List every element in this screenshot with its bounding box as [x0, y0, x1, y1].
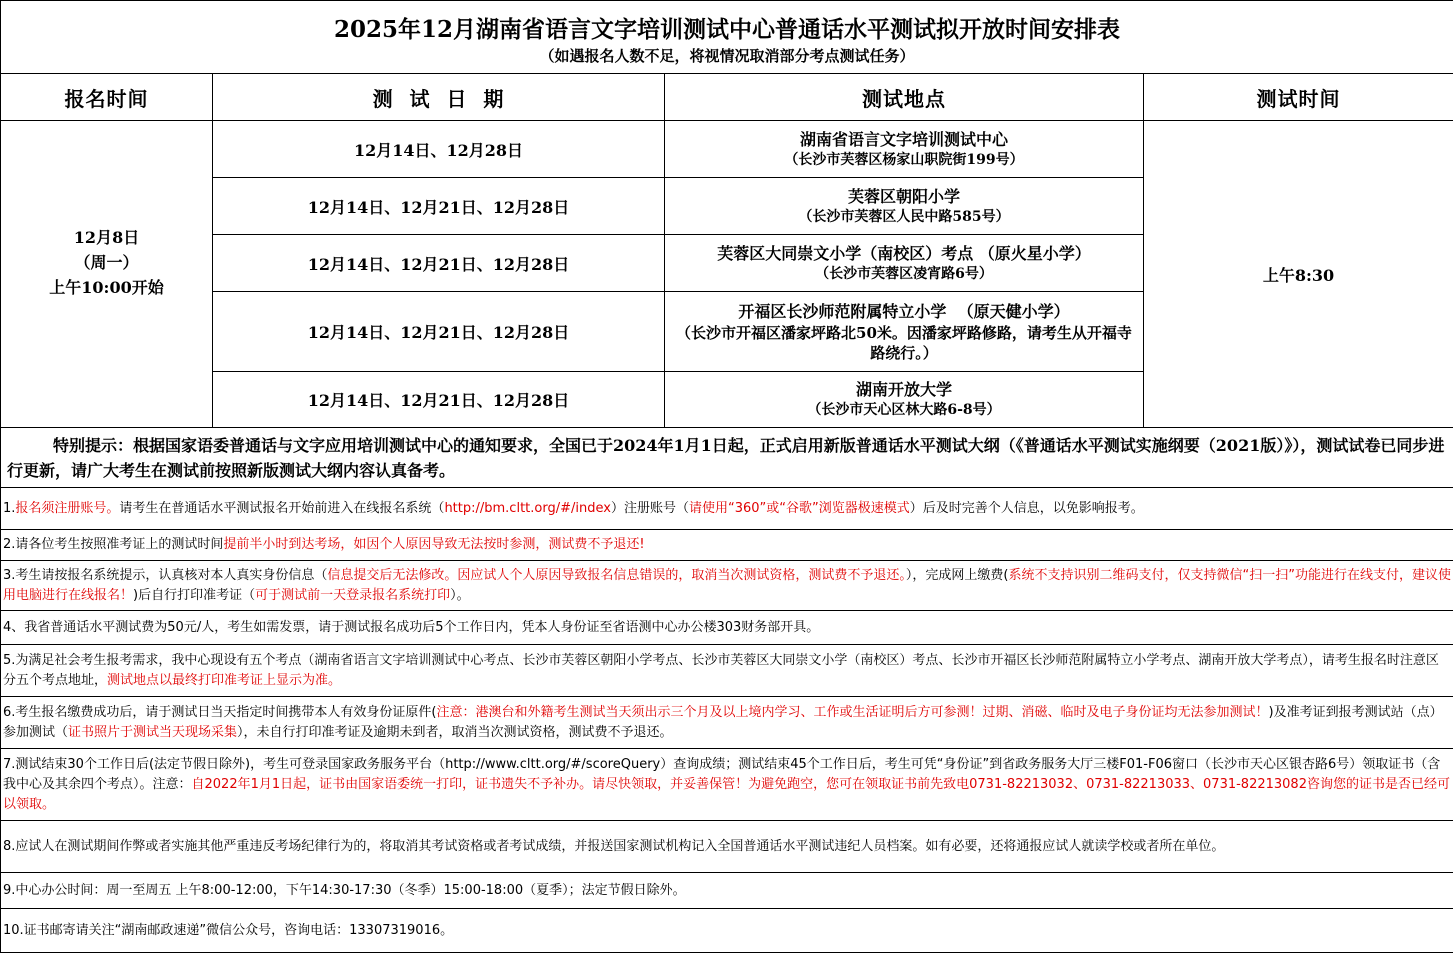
notice-text: 9.中心办公时间：周一至周五 上午8:00-12:00，下午14:30-17:30（冬季）15:00-18:00（夏季）；法定节假日除外。: [3, 882, 686, 898]
notice-item: [1, 561, 1453, 611]
notice-text: 7.测试结束30个工作日后(法定节假日除外)，考生可登录国家政务服务平台（http://www.cltt.org/#/scoreQuery）查询成绩；测试结束45个工作日后，考生可凭“身份证”到省政务服务大厅三楼F01-F06窗口（长沙市天心区银杏路6号）领取证书（含我中心及其余四个考点）。注意：: [3, 756, 1441, 792]
notice-item: [1, 749, 1453, 821]
session-location: [665, 292, 1144, 372]
notice-text: 3.考生请按报名系统提示，认真核对本人真实身份信息（: [3, 567, 328, 583]
special-notice: [1, 428, 1453, 488]
location-address: （长沙市芙蓉区凌宵路6号）: [815, 265, 993, 282]
notice-text: ），完成网上缴费(: [905, 567, 1009, 583]
location-address: （长沙市芙蓉区人民中路585号）: [798, 208, 1010, 225]
notice-highlight: 系统不支持识别二维码支付，仅支持微信“扫一扫”功能进行在线支付，建议使用电脑进行在线报名！: [3, 567, 1451, 603]
notice-text: 请考生在普通话水平测试报名开始前进入在线报名系统（: [119, 500, 445, 516]
location-address: （长沙市开福区潘家坪路北50米。因潘家坪路修路，请考生从开福寺路绕行。）: [676, 323, 1132, 362]
notice-highlight: 报名须注册账号。: [15, 500, 120, 516]
registration-date: 12月8日: [73, 227, 140, 247]
notice-highlight: 提前半小时到达考场，如因个人原因导致无法按时参测，测试费不予退还!: [223, 537, 645, 552]
session-location: [665, 178, 1144, 235]
notice-highlight: 自2022年1月1日起，证书由国家语委统一打印，证书遗失不予补办。请尽快领取，并妥善保管！为避免跑空，您可在领取证书前先致电0731-82213032、0731-82213033、0731-82213082咨询您的证书是否已经可以领取。: [3, 776, 1450, 812]
notice-text: 8.应试人在测试期间作弊或者实施其他严重违反考场纪律行为的，将取消其考试资格或者考试成绩，并报送国家测试机构记入全国普通话水平测试违纪人员档案。如有必要，还将通报应试人就读学校或者所在单位。: [3, 838, 1225, 854]
notice-highlight: 证书照片于测试当天现场采集: [68, 724, 238, 740]
notice-item: [1, 611, 1453, 645]
location-address: （长沙市天心区林大路6-8号）: [807, 402, 1001, 418]
notice-text: ），未自行打印准考证及逾期未到者，取消当次测试资格，测试费不予退还。: [237, 724, 673, 740]
notice-item: [1, 530, 1453, 561]
location-address: （长沙市芙蓉区杨家山职院街199号）: [784, 151, 1024, 168]
notice-text: ）后及时完善个人信息，以免影响报考。: [909, 500, 1144, 516]
test-time-cell: 上午8:30: [1144, 121, 1453, 428]
notice-item: [1, 873, 1453, 909]
session-location: [665, 235, 1144, 292]
location-name: 芙蓉区朝阳小学: [847, 186, 960, 206]
special-notice-text: 特别提示：根据国家语委普通话与文字应用培训测试中心的通知要求，全国已于2024年1月1日起，正式启用新版普通话水平测试大纲（《普通话水平测试实施纲要（2021版）》），测试试卷已同步进行更新，请广大考生在测试前按照新版测试大纲内容认真备考。: [7, 435, 1445, 480]
notice-highlight: 注意：港澳台和外籍考生测试当天须出示三个月及以上境内学习、工作或生活证明后方可参测！过期、消磁、临时及电子身份证均无法参加测试！: [436, 704, 1269, 720]
session-location: [665, 121, 1144, 178]
page-title: 2025年12月湖南省语言文字培训测试中心普通话水平测试拟开放时间安排表: [334, 16, 1121, 43]
notice-highlight: http://bm.cltt.org/#/index: [444, 500, 611, 516]
registration-weekday: （周一）: [74, 252, 139, 272]
session-dates: 12月14日、12月21日、12月28日: [213, 178, 665, 235]
notice-highlight: 测试地点以最终打印准考证上显示为准。: [107, 672, 342, 688]
notice-highlight: 请使用“360”或“谷歌”浏览器极速模式: [688, 500, 910, 516]
header-location: 测试地点: [665, 74, 1144, 121]
registration-time-cell: [1, 121, 213, 428]
page-subtitle: （如遇报名人数不足，将视情况取消部分考点测试任务）: [539, 47, 915, 65]
header-test-date: 测 试 日 期: [213, 74, 665, 121]
notice-item: [1, 697, 1453, 749]
location-name: 芙蓉区大同崇文小学（南校区）考点 （原火星小学）: [717, 243, 1091, 263]
notice-highlight: 信息提交后无法修改。因应试人个人原因导致报名信息错误的，取消当次测试资格，测试费不予退还。: [327, 567, 906, 583]
location-name: 湖南省语言文字培训测试中心: [799, 129, 1008, 149]
notice-text: ）注册账号（: [610, 500, 689, 516]
notice-text: 1.: [3, 500, 16, 516]
header-registration: 报名时间: [1, 74, 213, 121]
location-name: 开福区长沙师范附属特立小学 （原天健小学）: [738, 301, 1070, 321]
registration-start: 上午10:00开始: [49, 277, 164, 297]
notice-text: 4、我省普通话水平测试费为50元/人，考生如需发票，请于测试报名成功后5个工作日内，凭本人身份证至省语测中心办公楼303财务部开具。: [3, 619, 820, 635]
notice-text: 6.考生报名缴费成功后，请于测试日当天指定时间携带本人有效身份证原件(: [3, 704, 437, 720]
session-dates: 12月14日、12月21日、12月28日: [213, 372, 665, 428]
notice-highlight: 可于测试前一天登录报名系统打印: [255, 587, 451, 603]
session-dates: 12月14日、12月21日、12月28日: [213, 292, 665, 372]
notice-text: 5.为满足社会考生报考需求，我中心现设有五个考点（湖南省语言文字培训测试中心考点、长沙市芙蓉区朝阳小学考点、长沙市芙蓉区大同崇文小学（南校区）考点、长沙市开福区长沙师范附属特立小学考点、湖南开放大学考点），请考生报名时注意区分五个考点地址，: [3, 652, 1439, 688]
session-dates: 12月14日、12月21日、12月28日: [213, 235, 665, 292]
header-test-time: 测试时间: [1144, 74, 1453, 121]
notice-item: [1, 645, 1453, 697]
notice-text: 10.证书邮寄请关注“湖南邮政速递”微信公众号，咨询电话：13307319016。: [3, 922, 454, 938]
notice-item: [1, 821, 1453, 873]
notice-text: )后自行打印准考证（: [133, 587, 256, 603]
notice-text: )及准考证到报考测试站（点）参加测试（: [3, 704, 1443, 740]
notice-item: [1, 909, 1453, 953]
notice-text: ）。: [450, 587, 470, 603]
title-cell: [1, 1, 1453, 74]
session-location: [665, 372, 1144, 428]
session-dates: 12月14日、12月28日: [213, 121, 665, 178]
location-name: 湖南开放大学: [855, 380, 952, 399]
notice-text: 2.请各位考生按照准考证上的测试时间: [3, 537, 224, 552]
notice-item: [1, 488, 1453, 530]
